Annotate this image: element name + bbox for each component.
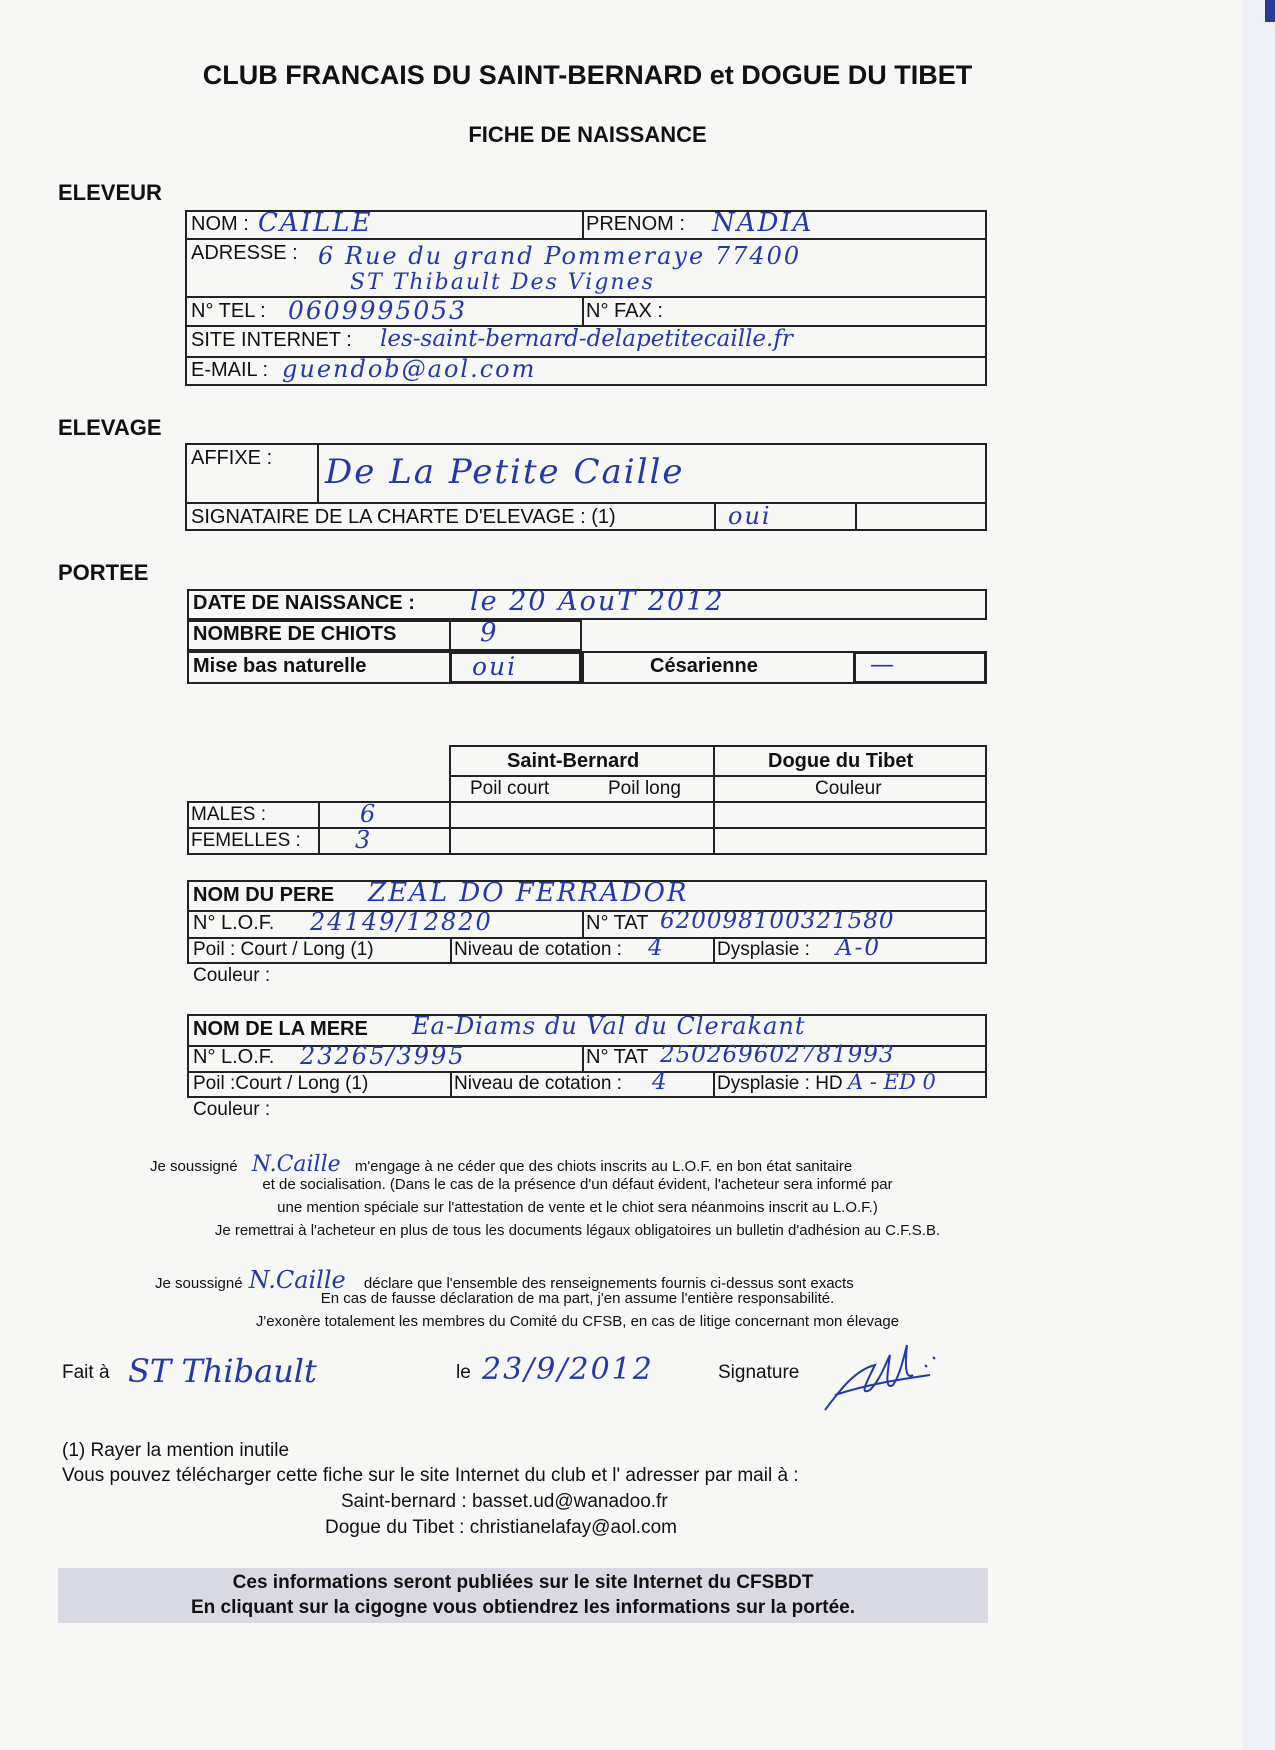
mere-cotation-label: Niveau de cotation : (454, 1073, 622, 1094)
divider (187, 827, 987, 829)
mere-couleur-label: Couleur : (193, 1099, 271, 1120)
cesarienne-label: Césarienne (650, 655, 758, 677)
mere-dysplasie-value: A - ED 0 (848, 1070, 936, 1094)
engagement-line-1 (150, 1152, 852, 1177)
nom-value: CAILLE (258, 208, 373, 238)
email-value: guendob@aol.com (282, 355, 537, 383)
charte-value: oui (728, 502, 772, 530)
fait-value: ST Thibault (128, 1352, 317, 1390)
pere-nom-value: ZEAL DO FERRADOR (368, 878, 689, 908)
pere-cotation-label: Niveau de cotation : (454, 939, 622, 960)
soussigne-post: déclare que l'ensemble des renseignements fournis ci-dessus sont exacts (363, 1275, 854, 1292)
pere-couleur-label: Couleur : (193, 965, 271, 986)
adresse-label: ADRESSE : (191, 242, 298, 264)
males-label: MALES : (191, 804, 266, 825)
divider (713, 937, 715, 964)
pere-tat-value: 620098100321580 (660, 908, 895, 934)
pere-lof-value: 24149/12820 (310, 908, 493, 936)
divider (582, 296, 584, 325)
dt-header: Dogue du Tibet (768, 750, 914, 772)
declaration-line-2: En cas de fausse déclaration de ma part, j'en assume l'entière responsabilité. (320, 1290, 835, 1307)
banner-line-2: En cliquant sur la cigogne vous obtiendrez les informations sur la portée. (190, 1597, 856, 1618)
soussigne-name: N.Caille (251, 1152, 341, 1177)
engagement-line-4: Je remettrai à l'acheteur en plus de tous les documents légaux obligatoires un bulletin d'adhésion au C.F.S.B. (214, 1222, 941, 1239)
couleur-header: Couleur (815, 778, 882, 799)
divider (713, 1071, 715, 1098)
nom-label: NOM : (191, 213, 249, 235)
poil-court-header: Poil court (470, 778, 550, 799)
declaration-line-3: J'exonère totalement les membres du Comité du CFSB, en cas de litige concernant mon élevage (255, 1313, 900, 1330)
mere-tat-label: N° TAT (586, 1046, 649, 1068)
sb-header: Saint-Bernard (507, 750, 640, 772)
prenom-value: NADIA (712, 208, 814, 238)
info-banner[interactable] (58, 1568, 988, 1623)
soussigne-pre: Je soussigné (155, 1275, 243, 1292)
pere-cotation-value: 4 (648, 935, 665, 961)
document-title: CLUB FRANCAIS DU SAINT-BERNARD et DOGUE DU TIBET (202, 60, 973, 90)
affixe-label: AFFIXE : (191, 447, 273, 469)
mere-lof-value: 23265/3995 (300, 1042, 466, 1070)
mere-dysplasie-label: Dysplasie : HD (717, 1073, 843, 1094)
footer-dt-contact[interactable]: Dogue du Tibet : christianelafay@aol.com (325, 1517, 677, 1538)
signature-label: Signature (718, 1362, 800, 1383)
pere-lof-label: N° L.O.F. (193, 912, 275, 934)
cesarienne-value: — (870, 650, 896, 678)
fait-label: Fait à (62, 1362, 110, 1383)
affixe-value: De La Petite Caille (325, 452, 685, 492)
mere-cotation-value: 4 (652, 1069, 669, 1095)
divider (582, 1045, 584, 1071)
nombre-chiots-label: NOMBRE DE CHIOTS (193, 623, 397, 645)
mise-bas-label: Mise bas naturelle (193, 655, 367, 677)
pere-nom-label: NOM DU PERE (193, 884, 335, 906)
mere-nom-label: NOM DE LA MERE (193, 1018, 368, 1040)
footer-sb-contact[interactable]: Saint-bernard : basset.ud@wanadoo.fr (341, 1491, 668, 1512)
date-naissance-value: le 20 AouT 2012 (470, 586, 725, 617)
divider (449, 801, 451, 855)
adresse-line1: 6 Rue du grand Pommeraye 77400 (318, 242, 802, 270)
date-naissance-label: DATE DE NAISSANCE : (193, 592, 415, 614)
site-value: les-saint-bernard-delapetitecaille.fr (380, 326, 793, 352)
page-edge (1243, 0, 1275, 1750)
pere-dysplasie-value: A-0 (836, 935, 882, 961)
section-portee: PORTEE (58, 560, 149, 585)
divider (714, 502, 716, 531)
males-value: 6 (360, 800, 378, 828)
divider (855, 502, 857, 531)
mise-bas-value: oui (472, 652, 518, 681)
mere-lof-label: N° L.O.F. (193, 1046, 275, 1068)
prenom-label: PRENOM : (586, 213, 685, 235)
adresse-line2: ST Thibault Des Vignes (350, 270, 655, 295)
divider (185, 238, 987, 240)
engagement-line-3: une mention spéciale sur l'attestation de vente et le chiot sera néanmoins inscrit au L.O.F.) (277, 1199, 878, 1216)
engagement-line-2: et de socialisation. (Dans le cas de la présence d'un défaut évident, l'acheteur sera informé par (262, 1176, 893, 1193)
mere-poil-label: Poil :Court / Long (1) (193, 1073, 369, 1094)
banner-line-1: Ces informations seront publiées sur le site Internet du CFSBDT (232, 1572, 814, 1593)
divider (582, 910, 584, 937)
nombre-chiots-value: 9 (480, 618, 499, 648)
mere-tat-value: 250269602781993 (660, 1042, 895, 1068)
le-value: 23/9/2012 (482, 1352, 654, 1387)
footer-note: (1) Rayer la mention inutile (62, 1440, 290, 1461)
divider (318, 801, 320, 855)
signature-scribble-icon (815, 1335, 945, 1417)
footer-download: Vous pouvez télécharger cette fiche sur le site Internet du club et l' adresser par mail à : (62, 1465, 799, 1486)
divider (449, 775, 987, 777)
divider (317, 443, 319, 502)
divider (450, 1071, 452, 1098)
mere-nom-value: Ea-Diams du Val du Clerakant (412, 1012, 806, 1040)
divider (449, 620, 451, 651)
poil-long-header: Poil long (608, 778, 681, 799)
soussigne-name: N.Caille (248, 1266, 346, 1294)
pere-poil-label: Poil : Court / Long (1) (193, 939, 374, 960)
charte-label: SIGNATAIRE DE LA CHARTE D'ELEVAGE : (1) (191, 506, 616, 528)
tel-label: N° TEL : (191, 300, 266, 322)
fax-label: N° FAX : (586, 300, 663, 322)
soussigne-pre: Je soussigné (150, 1158, 238, 1175)
pere-dysplasie-label: Dysplasie : (717, 939, 810, 960)
divider (582, 210, 584, 238)
document-subtitle: FICHE DE NAISSANCE (468, 122, 707, 147)
divider (450, 937, 452, 964)
pere-tat-label: N° TAT (586, 912, 649, 934)
femelles-label: FEMELLES : (191, 830, 301, 851)
site-label: SITE INTERNET : (191, 329, 352, 351)
divider (185, 502, 987, 504)
femelles-value: 3 (355, 826, 373, 854)
le-label: le (456, 1362, 471, 1383)
soussigne-post: m'engage à ne céder que des chiots inscrits au L.O.F. en bon état sanitaire (354, 1158, 853, 1175)
section-elevage: ELEVAGE (58, 415, 162, 440)
section-eleveur: ELEVEUR (58, 180, 162, 205)
tel-value: 0609995053 (288, 296, 468, 325)
email-label: E-MAIL : (191, 359, 269, 381)
